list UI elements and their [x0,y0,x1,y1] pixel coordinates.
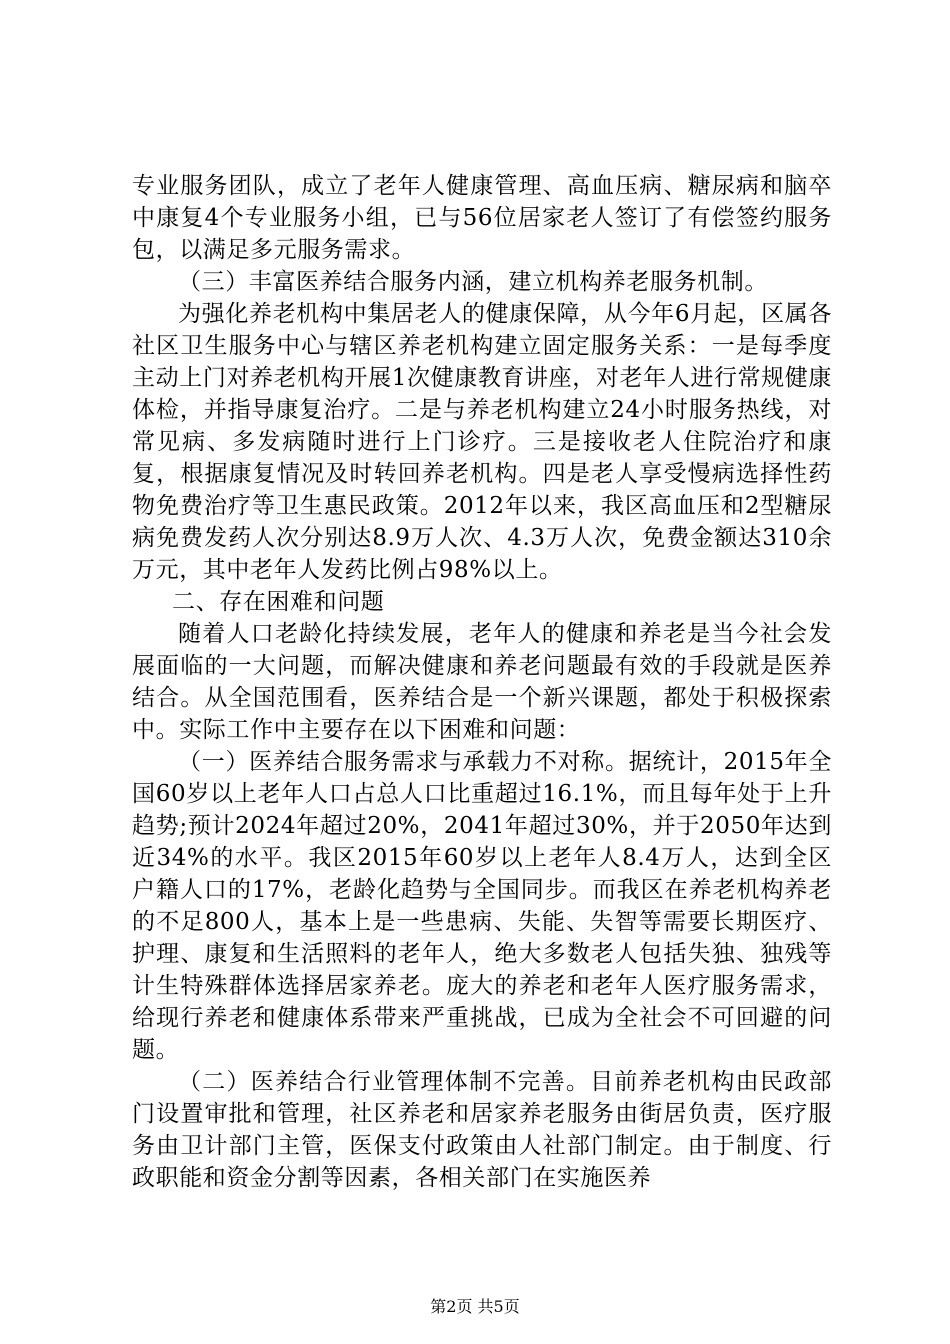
body-text [132,170,832,1194]
paragraph-problem-1: （一）医养结合服务需求与承载力不对称。据统计，2015年全国60岁以上老年人口占总人口比重超过16.1%，而且每年处于上升趋势;预计2024年超过20%，2041年超过30%，并于2050年达到近34%的水平。我区2015年60岁以上老年人8.4万人，达到全区户籍人口的17%，老龄化趋势与全国同步。而我区在养老机构养老的不足800人，基本上是一些患病、失能、失智等需要长期医疗、护理、康复和生活照料的老年人，绝大多数老人包括失独、独残等计生特殊群体选择居家养老。庞大的养老和老年人医疗服务需求，给现行养老和健康体系带来严重挑战，已成为全社会不可回避的问题。 [132,749,832,1063]
section-heading-3: （三）丰富医养结合服务内涵，建立机构养老服务机制。 [178,269,768,295]
page-footer: 第2页 共5页 [430,1297,520,1316]
paragraph-continuation: 专业服务团队，成立了老年人健康管理、高血压病、糖尿病和脑卒中康复4个专业服务小组，已与56位居家老人签订了有偿签约服务包，以满足多元服务需求。 [132,173,832,263]
paragraph-intro-problems: 随着人口老龄化持续发展，老年人的健康和养老是当今社会发展面临的一大问题，而解决健康和养老问题最有效的手段就是医养结合。从全国范围看，医养结合是一个新兴课题，都处于积极探索中。实际工作中主要存在以下困难和问题： [132,621,832,743]
paragraph-institution-care: 为强化养老机构中集居老人的健康保障，从今年6月起，区属各社区卫生服务中心与辖区养老机构建立固定服务关系：一是每季度主动上门对养老机构开展1次健康教育讲座，对老年人进行常规健康体检，并指导康复治疗。二是与养老机构建立24小时服务热线，对常见病、多发病随时进行上门诊疗。三是接收老人住院治疗和康复，根据康复情况及时转回养老机构。四是老人享受慢病选择性药物免费治疗等卫生惠民政策。2012年以来，我区高血压和2型糖尿病免费发药人次分别达8.9万人次、4.3万人次，免费金额达310余万元，其中老年人发药比例占98%以上。 [132,301,832,583]
chapter-heading-2: 二、存在困难和问题 [172,589,385,615]
paragraph-problem-2: （二）医养结合行业管理体制不完善。目前养老机构由民政部门设置审批和管理，社区养老和居家养老服务由街居负责，医疗服务由卫计部门主管，医保支付政策由人社部门制定。由于制度、行政职能和资金分割等因素，各相关部门在实施医养 [132,1069,832,1191]
